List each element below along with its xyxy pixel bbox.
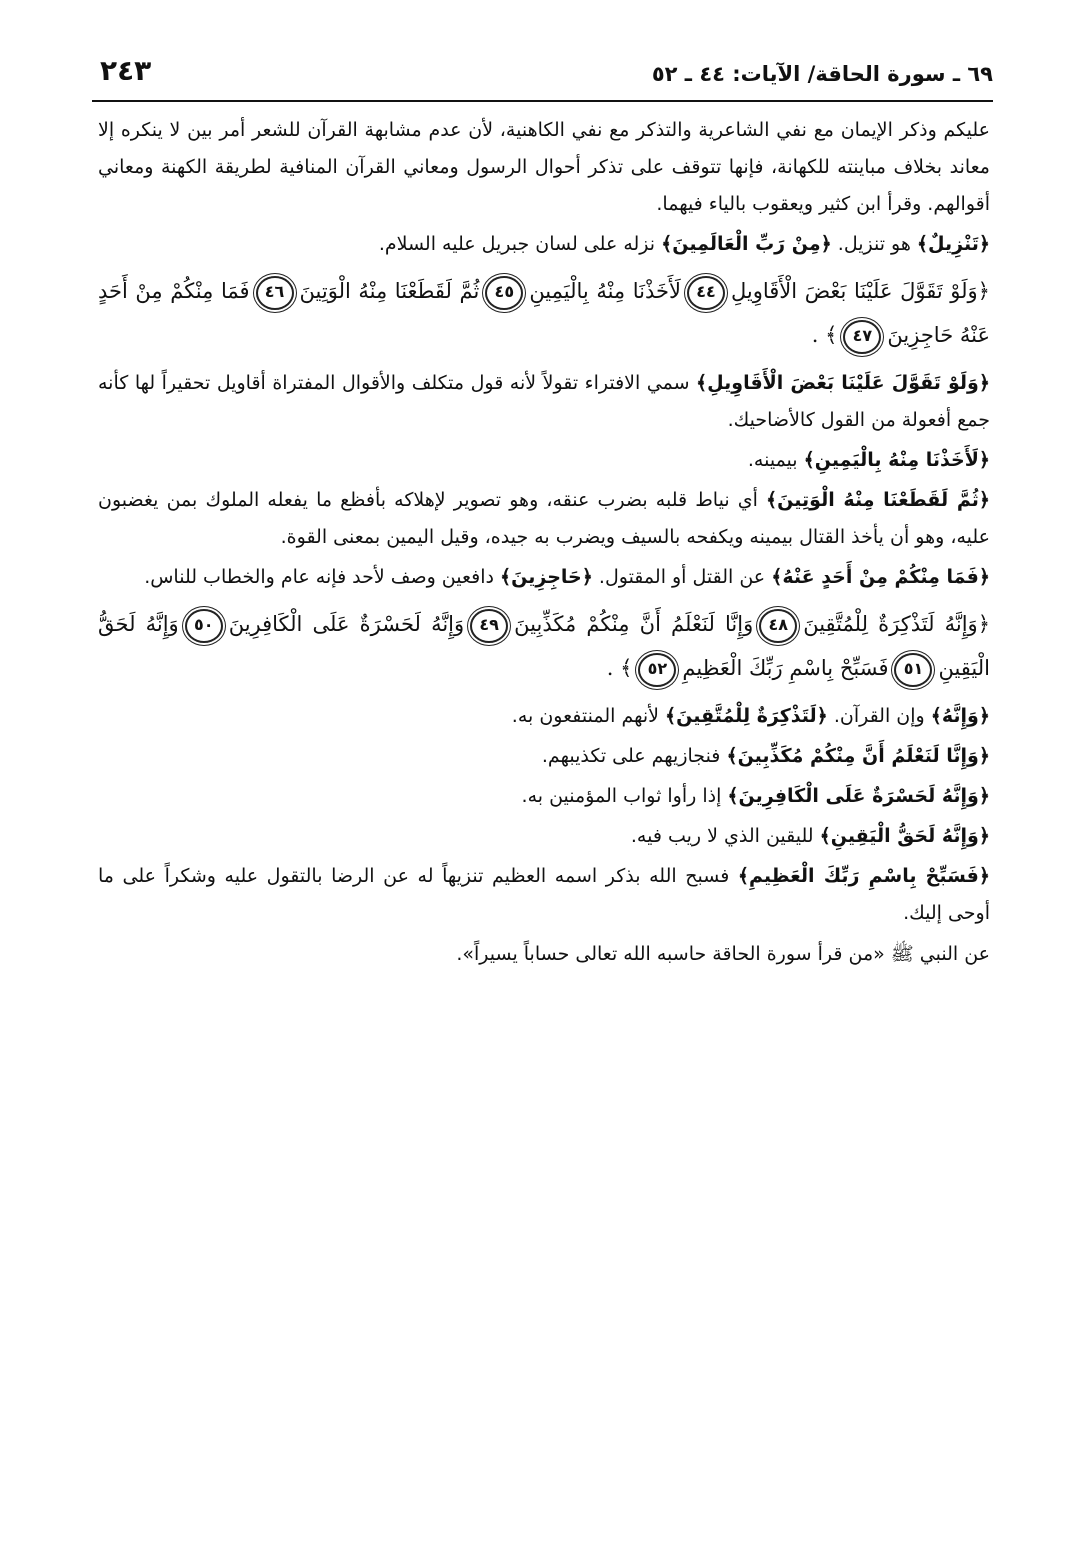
running-head: ٦٩ ـ سورة الحاقة/ الآيات: ٤٤ ـ ٥٢ xyxy=(651,62,993,86)
commentary-text: فنجازيهم على تكذيبهم. xyxy=(541,745,727,767)
header-divider xyxy=(92,100,993,102)
ayah-text: ﴾ . xyxy=(811,323,838,347)
quran-reference: ﴿وَإِنَّهُ لَحَسْرَةٌ عَلَى الْكَافِرِينَ﴾ xyxy=(727,785,990,807)
ayah-text: وَإِنَّا لَنَعْلَمُ أَنَّ مِنْكُمْ مُكَذِّبِينَ xyxy=(514,612,754,636)
paragraph-watin xyxy=(98,482,990,556)
quran-reference: ﴿مِنْ رَبِّ الْعَالَمِينَ﴾ xyxy=(661,233,832,255)
commentary-text: إذا رأوا ثواب المؤمنين به. xyxy=(521,785,728,807)
commentary-text: لليقين الذي لا ريب فيه. xyxy=(630,825,820,847)
ayah-number-marker: ٥٢ xyxy=(638,653,676,687)
page-header xyxy=(92,54,993,94)
ayah-text: لَأَخَذْنَا مِنْهُ بِالْيَمِينِ xyxy=(529,279,681,303)
quran-reference: ﴿وَإِنَّهُ﴾ xyxy=(930,705,990,727)
ayah-text: وَإِنَّهُ لَحَسْرَةٌ عَلَى الْكَافِرِينَ xyxy=(228,612,465,636)
commentary-text: فسبح الله بذكر اسمه العظيم تنزيهاً له عن الرضا بالتقول عليه وشكراً على ما أوحى إليك. xyxy=(98,865,990,924)
commentary-text: نزله على لسان جبريل عليه السلام. xyxy=(378,233,662,255)
ayah-number-marker: ٥١ xyxy=(894,653,932,687)
quran-reference: ﴿وَإِنَّا لَنَعْلَمُ أَنَّ مِنْكُمْ مُكَذِّبِينَ﴾ xyxy=(726,745,990,767)
quran-reference: ﴿فَمَا مِنْكُمْ مِنْ أَحَدٍ عَنْهُ﴾ xyxy=(771,566,990,588)
commentary-text: عن القتل أو المقتول. xyxy=(592,566,772,588)
quran-reference: ﴿ثُمَّ لَقَطَعْنَا مِنْهُ الْوَتِينَ﴾ xyxy=(766,489,990,511)
paragraph-mukadhdhibin xyxy=(98,738,990,775)
ayah-text: ثُمَّ لَقَطَعْنَا مِنْهُ الْوَتِينَ xyxy=(299,279,480,303)
paragraph-sabbih xyxy=(98,858,990,932)
commentary-text: وإن القرآن. xyxy=(827,705,931,727)
paragraph-haqq-al-yaqin xyxy=(98,818,990,855)
ayah-text: وَإِنَّهُ لَحَقُّ الْيَقِينِ xyxy=(98,612,990,680)
quran-reference: ﴿وَلَوْ تَقَوَّلَ عَلَيْنَا بَعْضَ الْأَقَاوِيلِ﴾ xyxy=(696,372,990,394)
quran-reference: ﴿فَسَبِّحْ بِاسْمِ رَبِّكَ الْعَظِيمِ﴾ xyxy=(737,865,990,887)
ayah-number-marker: ٤٥ xyxy=(485,276,523,310)
commentary-text: دافعين وصف لأحد فإنه عام والخطاب للناس. xyxy=(144,566,501,588)
quran-reference: ﴿لَتَذْكِرَةٌ لِلْمُتَّقِينَ﴾ xyxy=(665,705,828,727)
commentary-text: لأنهم المنتفعون به. xyxy=(511,705,666,727)
ayah-number-marker: ٤٨ xyxy=(759,609,797,643)
paragraph-tadhkira xyxy=(98,698,990,735)
ayah-number-marker: ٤٩ xyxy=(470,609,508,643)
ayah-text: ﴿وَإِنَّهُ لَتَذْكِرَةٌ لِلْمُتَّقِينَ xyxy=(803,612,991,636)
paragraph-hajizin xyxy=(98,559,990,596)
ayat-block-44-47 xyxy=(98,269,990,357)
quran-reference: ﴿وَإِنَّهُ لَحَقُّ الْيَقِينِ﴾ xyxy=(819,825,990,847)
quran-reference: ﴿حَاجِزِينَ﴾ xyxy=(500,566,593,588)
paragraph-1: عليكم وذكر الإيمان مع نفي الشاعرية والتذكر مع نفي الكاهنية، لأن عدم مشابهة القرآن للشعر أمر بين لا ينكره إلا معاند بخلاف مباينته للكهانة، فإنها تتوقف على تذكر أحوال الرسول ومعاني القرآن المنافية لطريقة الكهنة ومعاني أقوالهم. وقرأ ابن كثير ويعقوب بالياء فيهما. xyxy=(98,119,990,215)
paragraph-hasra xyxy=(98,778,990,815)
commentary-text: أي نياط قلبه بضرب عنقه، وهو تصوير لإهلاكه بأفظع ما يفعله الملوك بمن يغضبون عليه، وهو أن يأخذ القتال بيمينه ويكفحه بالسيف ويضرب به جيده، وقيل اليمين بمعنى القوة. xyxy=(98,489,990,548)
ayah-text: ﴿وَلَوْ تَقَوَّلَ عَلَيْنَا بَعْضَ الْأَقَاوِيلِ xyxy=(730,279,990,303)
commentary-text: سمي الافتراء تقولاً لأنه قول متكلف والأقوال المفتراة أقاويل تحقيراً لها كأنه جمع أفعولة من القول كالأضاحيك. xyxy=(98,372,990,431)
quran-reference: ﴿تَنْزِيلٌ﴾ xyxy=(916,233,990,255)
hadith-paragraph: عن النبي ﷺ «من قرأ سورة الحاقة حاسبه الله تعالى حساباً يسيراً». xyxy=(456,943,990,965)
ayah-number-marker: ٤٤ xyxy=(687,276,725,310)
commentary-body xyxy=(98,112,990,976)
page-number: ٢٤٣ xyxy=(100,54,152,87)
ayah-text: فَمَا مِنْكُمْ مِنْ أَحَدٍ عَنْهُ حَاجِزِينَ xyxy=(98,279,990,347)
quran-reference: ﴿لَأَخَذْنَا مِنْهُ بِالْيَمِينِ﴾ xyxy=(803,449,990,471)
ayah-text: فَسَبِّحْ بِاسْمِ رَبِّكَ الْعَظِيمِ xyxy=(682,656,889,680)
paragraph-akhadhna xyxy=(98,442,990,479)
paragraph-taqawwal xyxy=(98,365,990,439)
ayah-number-marker: ٤٧ xyxy=(843,320,881,354)
ayat-block-48-52 xyxy=(98,602,990,690)
commentary-text: بيمينه. xyxy=(747,449,804,471)
ayah-number-marker: ٥٠ xyxy=(185,609,223,643)
ayah-text: ﴾ . xyxy=(606,656,633,680)
ayah-number-marker: ٤٦ xyxy=(256,276,294,310)
paragraph-tanzil xyxy=(98,226,990,263)
commentary-text: هو تنزيل. xyxy=(831,233,917,255)
